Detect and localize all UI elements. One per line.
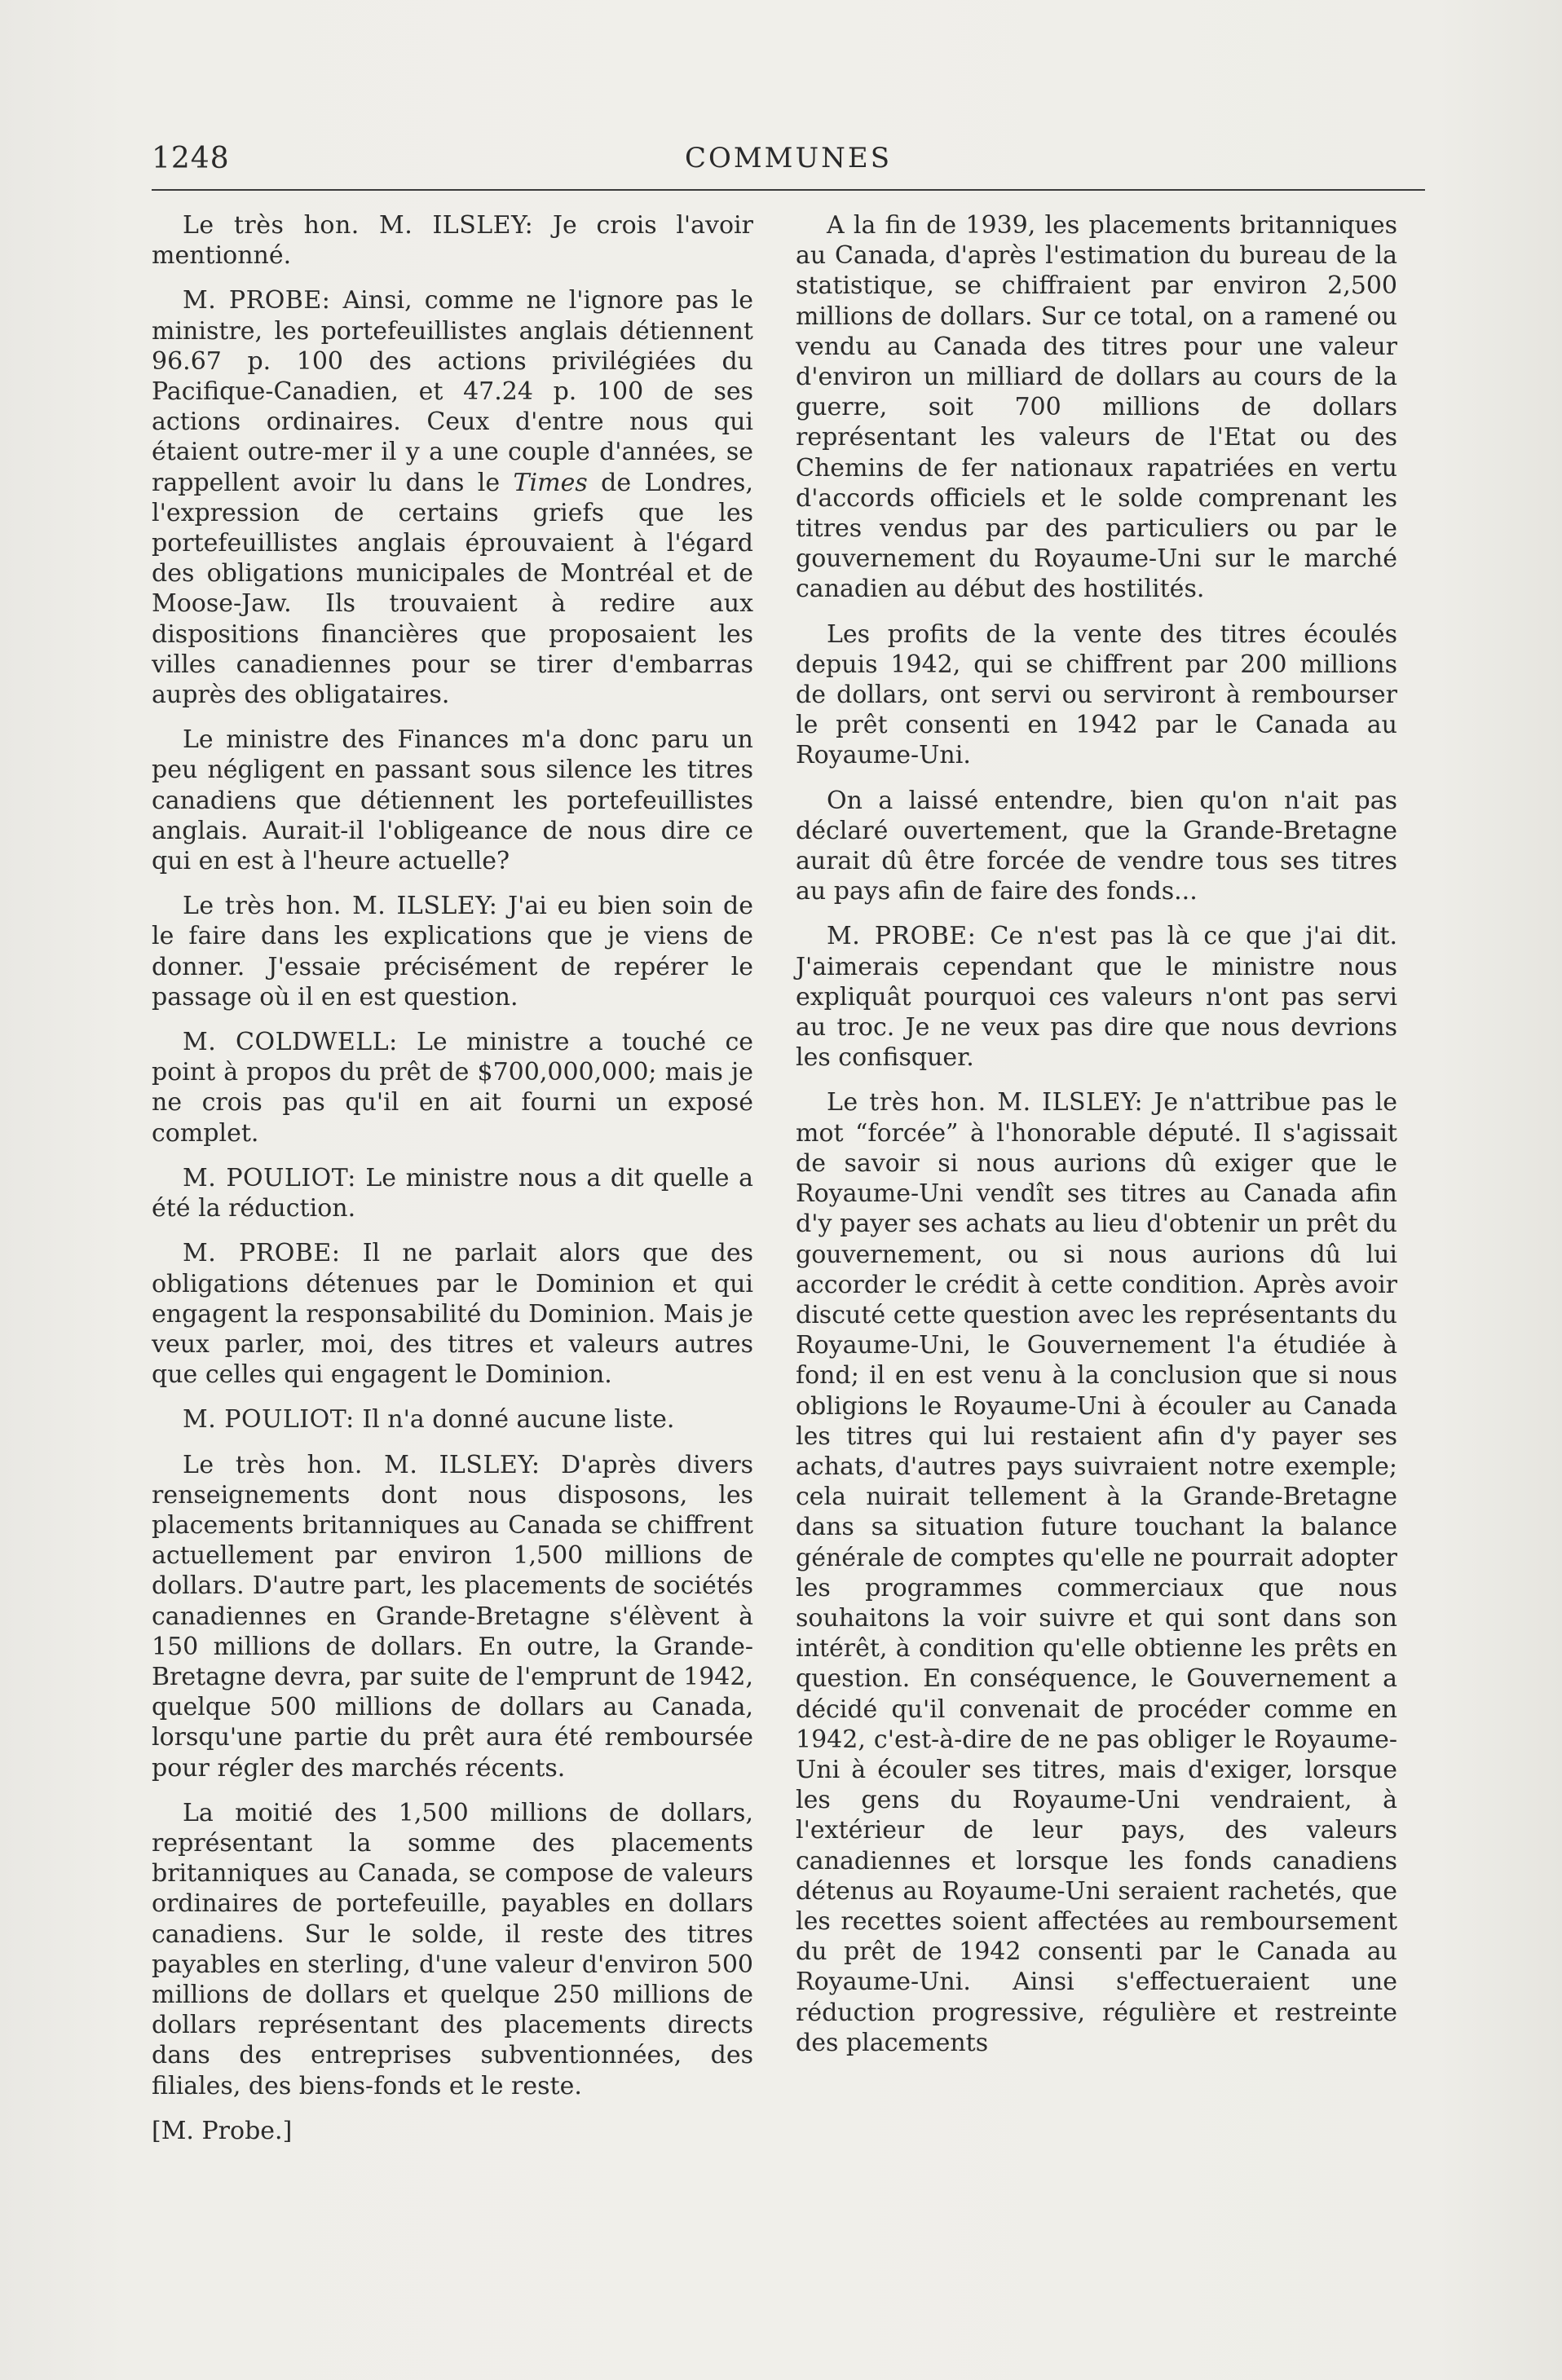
paragraph [152,1404,753,1435]
paragraph-text: Ainsi, comme ne l'ignore pas le ministre, les portefeuillistes anglais détiennent 96.67 p. 100 des actions privilégiées du Pacifique-Canadien, et 47.24 p. 100 de ses actions ordinaires. Ceux d'entre nous qui étaient outre-mer il y a une couple d'années, se rappellent avoir lu dans le [152,286,753,497]
paragraph [152,1450,753,1783]
paragraph: A la fin de 1939, les placements britanniques au Canada, d'après l'estimation du bureau de la statistique, se chiffraient par environ 2,500 millions de dollars. Sur ce total, on a ramené ou vendu au Canada des titres pour une valeur d'environ un milliard de dollars au cours de la guerre, soit 700 millions de dollars représentant les valeurs de l'Etat ou des Chemins de fer nationaux rapatriées en vertu d'accords officiels et le solde comprenant les titres vendus par des particuliers ou par le gouvernement du Royaume-Uni sur le marché canadien au début des hostilités. [796,211,1397,604]
running-head: COMMUNES [684,142,893,174]
paragraph-text: Je crois l'avoir mentionné. [152,211,753,271]
speaker-name: Le très hon. M. ILSLEY: [183,211,534,240]
paragraph [152,1238,753,1390]
paragraph: La moitié des 1,500 millions de dollars, représentant la somme des placements britanniques au Canada, se compose de valeurs ordinaires de portefeuille, payables en dollars canadiens. Sur le solde, il reste des titres payables en sterling, d'une valeur d'environ 500 millions de dollars et quelque 250 millions de dollars représentant des placements directs dans des entreprises subventionnées, des filiales, des biens-fonds et le reste. [152,1798,753,2100]
speaker-name: M. POULIOT: [183,1163,356,1192]
left-column [152,210,753,2161]
paragraph: Le ministre des Finances m'a donc paru un peu négligent en passant sous silence les titres canadiens que détiennent les portefeuillistes anglais. Aurait-il l'obligeance de nous dire ce qui en est à l'heure actuelle? [152,725,753,876]
speaker-footer-note: [M. Probe.] [152,2116,293,2145]
paragraph [152,210,753,271]
paragraph-text: Le ministre a touché ce point à propos du prêt de $700,000,000; mais je ne crois pas qu'il en ait fourni un exposé complet. [152,1028,753,1148]
page-number: 1248 [152,142,230,175]
paragraph [796,921,1397,1073]
paragraph-text: J'ai eu bien soin de le faire dans les explications que je viens de donner. J'essaie précisément de repérer le passage où il en est question. [152,892,754,1012]
paragraph-text: Il ne parlait alors que des obligations détenues par le Dominion et qui engagent la responsabilité du Dominion. Mais je veux parler, moi, des titres et valeurs autres que celles qui engagent le Dominion. [152,1239,753,1390]
paragraph-text: D'après divers renseignements dont nous disposons, les placements britanniques au Canada se chiffrent actuellement par environ 1,500 millions de dollars. D'autre part, les placements de sociétés canadiennes en Grande-Bretagne s'élèvent à 150 millions de dollars. En outre, la Grande-Bretagne devra, par suite de l'emprunt de 1942, quelque 500 millions de dollars au Canada, lorsqu'une partie du prêt aura été remboursée pour régler des marchés récents. [152,1450,753,1783]
header-rule [152,189,1425,191]
right-column [796,210,1397,2073]
paragraph [152,285,753,710]
paragraph: On a laissé entendre, bien qu'on n'ait pas déclaré ouvertement, que la Grande-Bretagne aurait dû être forcée de vendre tous ses titres au pays afin de faire des fonds... [796,786,1397,906]
speaker-name: M. PROBE: [183,286,331,315]
paragraph-text: de Londres, l'expression de certains griefs que les portefeuillistes anglais éprouvaient à l'égard des obligations municipales de Montréal et de Moose-Jaw. Ils trouvaient à redire aux dispositions financières que proposaient les villes canadiennes pour se tirer d'embarras auprès des obligataires. [152,468,753,710]
speaker-name: M. PROBE: [183,1239,341,1268]
speaker-name: M. COLDWELL: [183,1028,398,1057]
paragraph [152,1163,753,1223]
paragraph-text: Ce n'est pas là ce que j'ai dit. J'aimerais cependant que le ministre nous expliquât pourquoi ces valeurs n'ont pas servi au troc. Je ne veux pas dire que nous devrions les confisquer. [796,922,1397,1073]
paragraph [152,891,753,1012]
paragraph-text: Je n'attribue pas le mot “forcée” à l'honorable député. Il s'agissait de savoir si nous aurions dû exiger que le Royaume-Uni vendît ses titres au Canada afin d'y payer ses achats au lieu d'obtenir un prêt du gouvernement, ou si nous aurions dû lui accorder le crédit à cette condition. Après avoir discuté cette question avec les représentants du Royaume-Uni, le Gouvernement l'a étudiée à fond; il en est venu à la conclusion que si nous obligions le Royaume-Uni à écouler au Canada les titres qui lui restaient afin d'y payer ses achats, d'autres pays suivraient notre exemple; cela nuirait tellement à la Grande-Bretagne dans sa situation future touchant la balance générale de comptes qu'elle ne pourrait adopter les programmes commerciaux que nous souhaitons la voir suivre et qui sont dans son intérêt, à condition qu'elle obtienne les prêts en question. En conséquence, le Gouvernement a décidé qu'il convenait de procéder comme en 1942, c'est-à-dire de ne pas obliger le Royaume-Uni à écouler ses titres, mais d'exiger, lorsque les gens du Royaume-Uni vendraient, à l'extérieur de leur pays, des valeurs canadiennes et lorsque les fonds canadiens détenus au Royaume-Uni seraient rachetés, que les recettes soient affectées au remboursement du prêt de 1942 consenti par le Canada au Royaume-Uni. Ainsi s'effectueraient une réduction progressive, régulière et restreinte des placements [796,1088,1397,2057]
speaker-name: Le très hon. M. ILSLEY: [827,1088,1144,1117]
speaker-name: M. PROBE: [827,922,977,951]
speaker-name: M. POULIOT: [183,1405,355,1435]
paragraph-text: Le ministre nous a dit quelle a été la réduction. [152,1163,753,1223]
paragraph: Les profits de la vente des titres écoulés depuis 1942, qui se chiffrent par 200 millions de dollars, ont servi ou serviront à rembourser le prêt consenti en 1942 par le Canada au Royaume-Uni. [796,619,1397,770]
page-header [152,137,1425,176]
italic-title: Times [513,468,588,497]
paragraph-text: Il n'a donné aucune liste. [354,1405,675,1435]
speaker-name: Le très hon. M. ILSLEY: [183,1450,541,1479]
speaker-name: Le très hon. M. ILSLEY: [183,892,498,921]
paragraph [796,1087,1397,2058]
paragraph [152,1027,753,1148]
